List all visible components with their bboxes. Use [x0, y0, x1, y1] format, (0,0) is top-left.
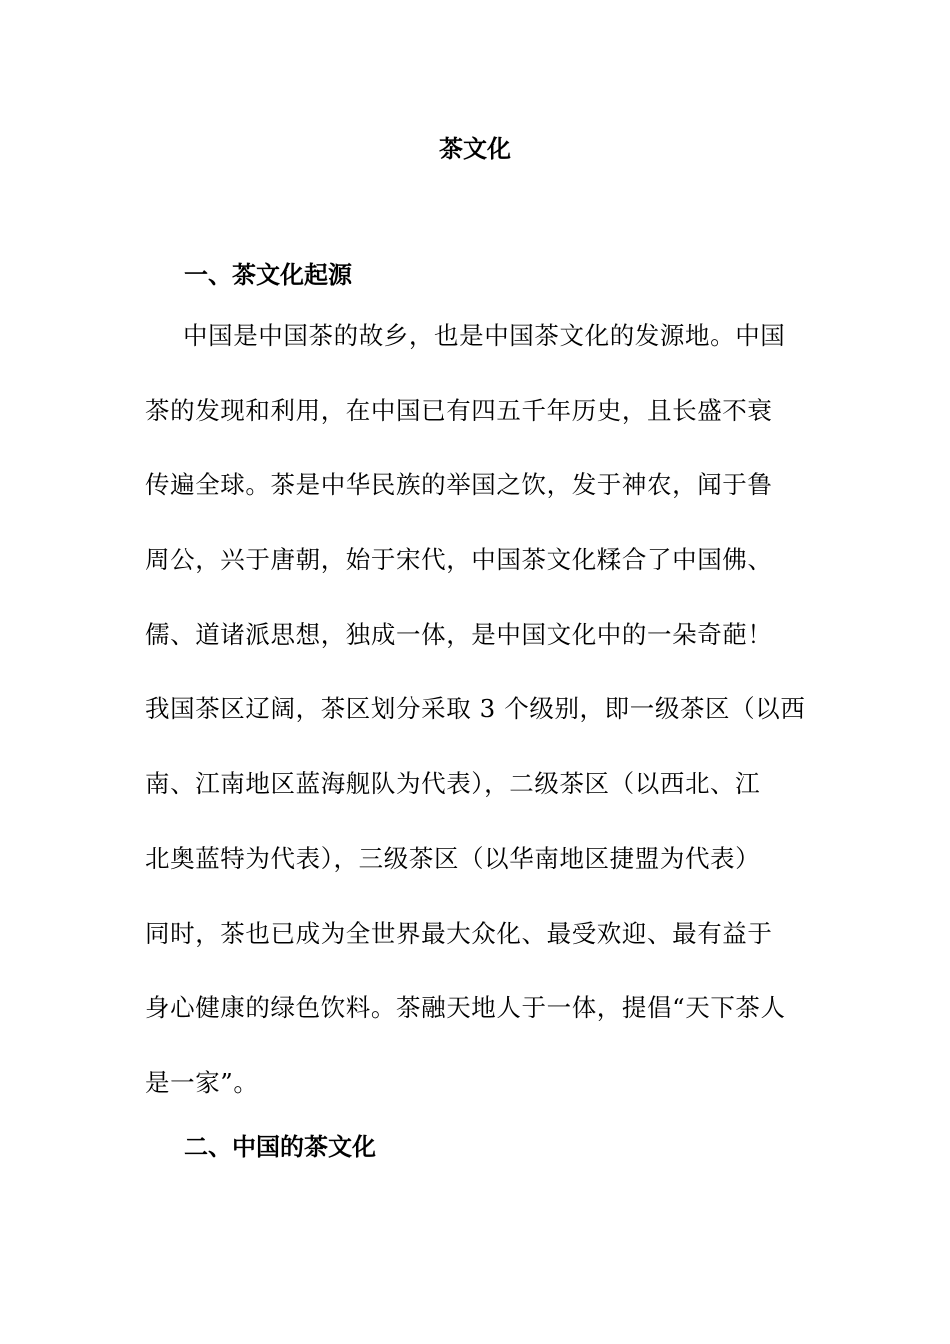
document-title: 茶文化: [439, 135, 511, 163]
paragraph-line: 周公，兴于唐朝，始于宋代，中国茶文化糅合了中国佛、: [145, 545, 773, 575]
paragraph-line: 传遍全球。茶是中华民族的举国之饮，发于神农，闻于鲁: [145, 470, 773, 500]
paragraph-line: 南、江南地区蓝海舰队为代表），二级茶区（以西北、江: [145, 769, 761, 799]
paragraph-line: 儒、道诸派思想，独成一体，是中国文化中的一朵奇葩！: [145, 619, 773, 649]
paragraph-line: 茶的发现和利用，在中国已有四五千年历史，且长盛不衰: [145, 395, 773, 425]
paragraph-line: 同时，茶也已成为全世界最大众化、最受欢迎、最有益于: [145, 918, 773, 948]
section-heading-chinese-tea-culture: 二、中国的茶文化: [184, 1133, 376, 1161]
paragraph-line: 是一家”。: [145, 1067, 259, 1097]
section-body-origin: [145, 318, 815, 1140]
paragraph-line: 北奥蓝特为代表），三级茶区（以华南地区捷盟为代表）: [145, 843, 761, 873]
paragraph-line: 中国是中国茶的故乡，也是中国茶文化的发源地。中国: [183, 321, 786, 350]
section-heading-origin: 一、茶文化起源: [184, 261, 352, 289]
paragraph-line: 身心健康的绿色饮料。茶融天地人于一体，提倡“天下茶人: [145, 993, 786, 1023]
paragraph-line: 我国茶区辽阔，茶区划分采取 3 个级别，即一级茶区（以西: [145, 694, 806, 724]
